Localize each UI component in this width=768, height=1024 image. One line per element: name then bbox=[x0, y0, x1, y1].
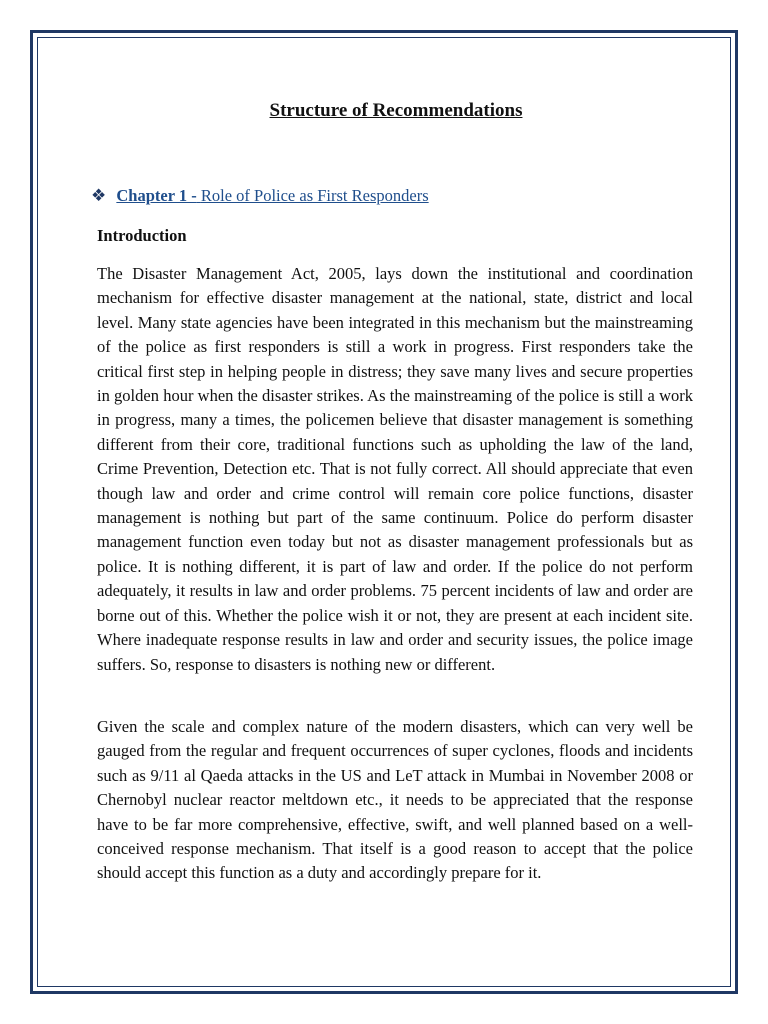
chapter-number: Chapter 1 - bbox=[116, 186, 197, 205]
paragraph-1: The Disaster Management Act, 2005, lays down the institutional and coordination mechanism for effective disaster management at the national, state, district and local level. Many state agencies have been integrated in this mechanism but the mainstreaming of the police as first responders is still a work in progress. First responders take the critical first step in helping people in distress; they save many lives and secure properties in golden hour when the disaster strikes. As the mainstreaming of the police is still a work in progress, many a times, the policemen believe that disaster management is something different from their core, traditional functions such as upholding the law of the land, Crime Prevention, Detection etc. That is not fully correct. All should appreciate that even though law and order and crime control will remain core police functions, disaster management is nothing but part of the same continuum. Police do perform disaster management function even today but not as disaster management professionals but as police. It is nothing different, it is part of law and order. If the police do not perform adequately, it results in law and order problems. 75 percent incidents of law and order are borne out of this. Whether the police wish it or not, they are present at each incident site. Where inadequate response results in law and order and security issues, the police image suffers. So, response to disasters is nothing new or different. bbox=[97, 264, 693, 674]
chapter-1-link[interactable] bbox=[116, 186, 428, 205]
section-heading-introduction: Introduction bbox=[97, 226, 187, 245]
paragraph-2: Given the scale and complex nature of the modern disasters, which can very well be gauged from the regular and frequent occurrences of super cyclones, floods and incidents such as 9/11 al Qaeda attacks in the US and LeT attack in Mumbai in November 2008 or Chernobyl nuclear reactor meltdown etc., it needs to be appreciated that the response have to be far more comprehensive, effective, swift, and well planned based on a well-conceived response mechanism. That itself is a good reason to accept that the police should accept this function as a duty and accordingly prepare for it. bbox=[97, 717, 693, 883]
chapter-heading bbox=[91, 185, 429, 207]
chapter-title: Role of Police as First Responders bbox=[200, 186, 429, 205]
diamond-bullet-icon: ❖ bbox=[91, 186, 107, 205]
page-title: Structure of Recommendations bbox=[269, 100, 523, 121]
